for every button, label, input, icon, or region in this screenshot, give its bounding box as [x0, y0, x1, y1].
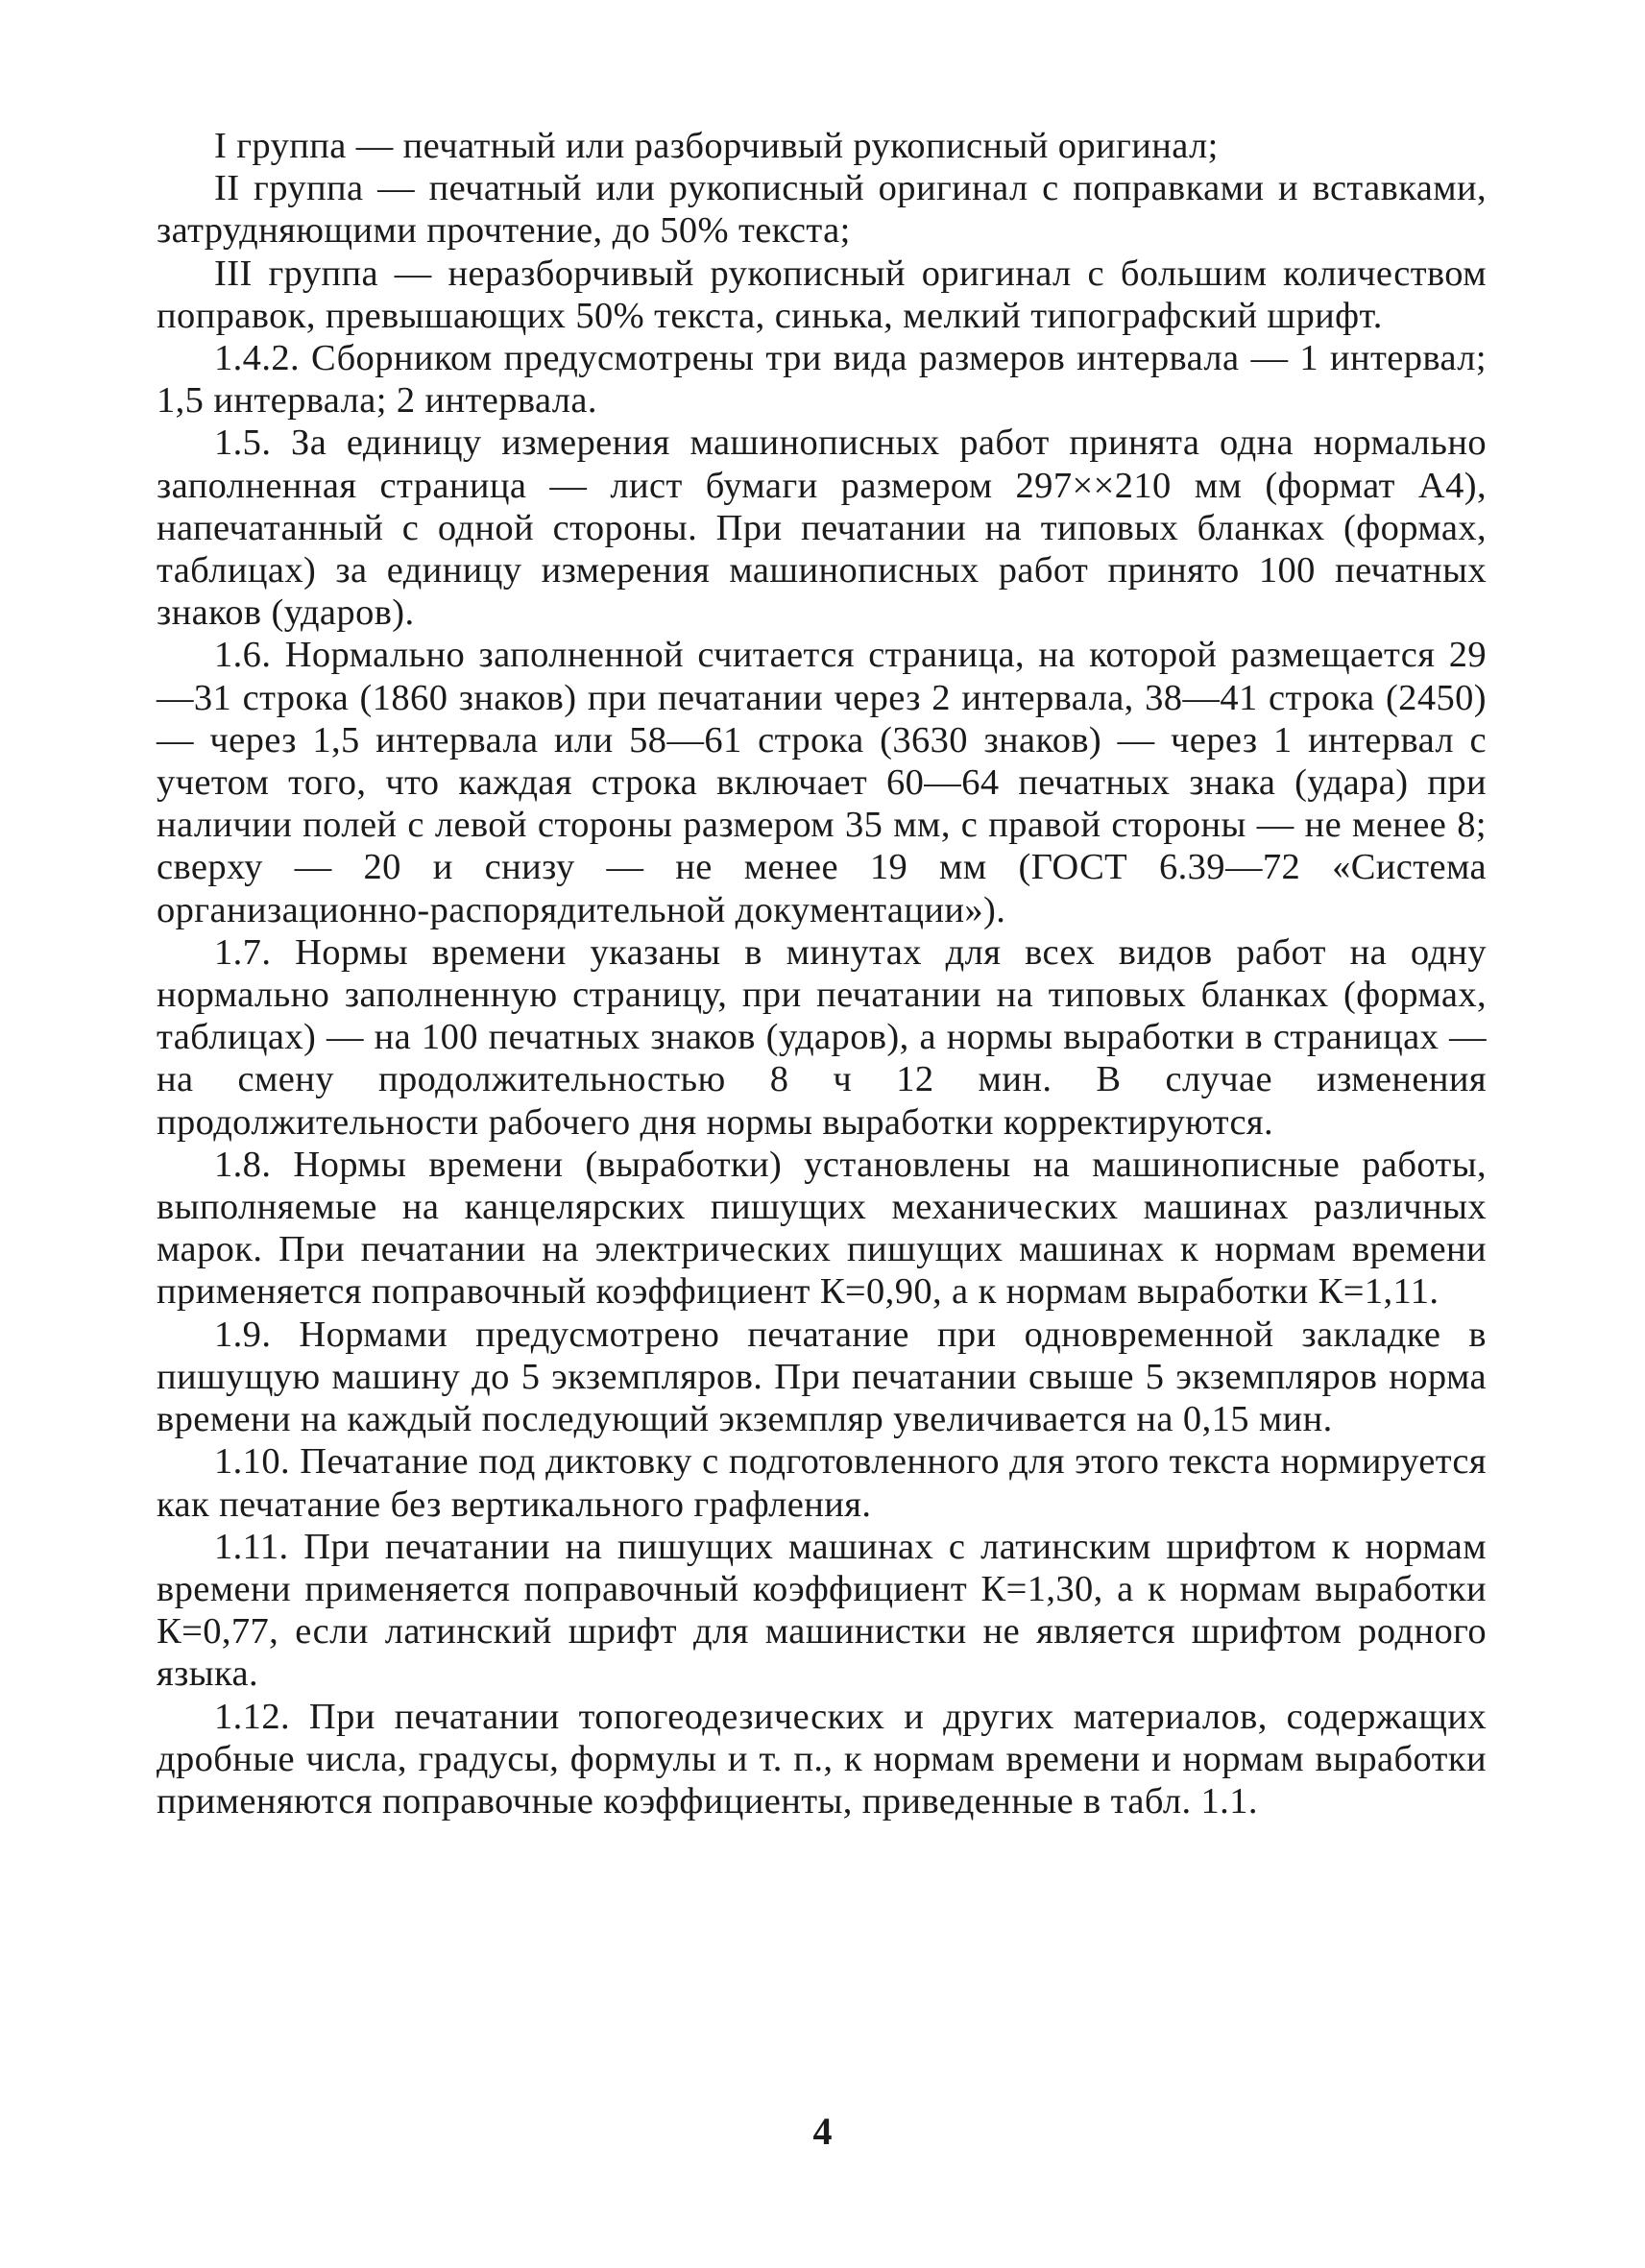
page-number: 4: [812, 2110, 833, 2153]
paragraph-1-5: 1.5. За единицу измерения машинописных работ принята одна нормально заполненная страница — лист бумаги размером 297××210 мм (формат А4), напечатанный с одной стороны. При печатании на типовых бланках (формах, таблицах) за единицу измерения машинописных работ принято 100 печатных знаков (ударов).: [157, 422, 1487, 634]
paragraph-1-10: 1.10. Печатание под диктовку с подготовленного для этого текста нормируется как печатание без вертикального графления.: [157, 1441, 1487, 1525]
paragraph-1-9: 1.9. Нормами предусмотрено печатание при одновременной закладке в пишущую машину до 5 экземпляров. При печатании свыше 5 экземпляров норма времени на каждый последующий экземпляр увеличивается на 0,15 мин.: [157, 1314, 1487, 1440]
paragraph-1-4-2: 1.4.2. Сборником предусмотрены три вида размеров интервала — 1 интервал; 1,5 интервала; 2 интервала.: [157, 338, 1487, 422]
paragraph-1-8: 1.8. Нормы времени (выработки) установлены на машинописные работы, выполняемые на канцелярских пишущих механических машинах различных марок. При печатании на электрических пишущих машинах к нормам времени применяется поправочный коэффициент К=0,90, а к нормам выработки К=1,11.: [157, 1144, 1487, 1313]
paragraph-1-7: 1.7. Нормы времени указаны в минутах для всех видов работ на одну нормально заполненную страницу, при печатании на типовых бланках (формах, таблицах) — на 100 печатных знаков (ударов), а нормы выработки в страницах — на смену продолжительностью 8 ч 12 мин. В случае изменения продолжительности рабочего дня нормы выработки корректируются.: [157, 931, 1487, 1143]
paragraph-group-1: I группа — печатный или разборчивый рукописный оригинал;: [214, 126, 1219, 166]
paragraph-group-3: III группа — неразборчивый рукописный оригинал с большим количеством поправок, превышающих 50% текста, синька, мелкий типографский шрифт.: [157, 253, 1487, 336]
paragraph-1-6: 1.6. Нормально заполненной считается страница, на которой размещается 29—31 строка (1860 знаков) при печатании через 2 интервала, 38—41 строка (2450) — через 1,5 интервала или 58—61 строка (3630 знаков) — через 1 интервал с учетом того, что каждая строка включает 60—64 печатных знака (удара) при наличии полей с левой стороны размером 35 мм, с правой стороны — не менее 8; сверху — 20 и снизу — не менее 19 мм (ГОСТ 6.39—72 «Система организационно-распорядительной документации»).: [157, 635, 1487, 930]
paragraph-1-11: 1.11. При печатании на пишущих машинах с латинским шрифтом к нормам времени применяется поправочный коэффициент К=1,30, а к нормам выработки К=0,77, если латинский шрифт для машинистки не является шрифтом родного языка.: [157, 1526, 1487, 1695]
body-text: [157, 125, 1487, 1822]
paragraph-group-2: II группа — печатный или рукописный оригинал с поправками и вставками, затрудняющими прочтение, до 50% текста;: [157, 168, 1487, 252]
paragraph-1-12: 1.12. При печатании топогеодезических и других материалов, содержащих дробные числа, градусы, формулы и т. п., к нормам времени и нормам выработки применяются поправочные коэффициенты, приведенные в табл. 1.1.: [157, 1696, 1487, 1822]
